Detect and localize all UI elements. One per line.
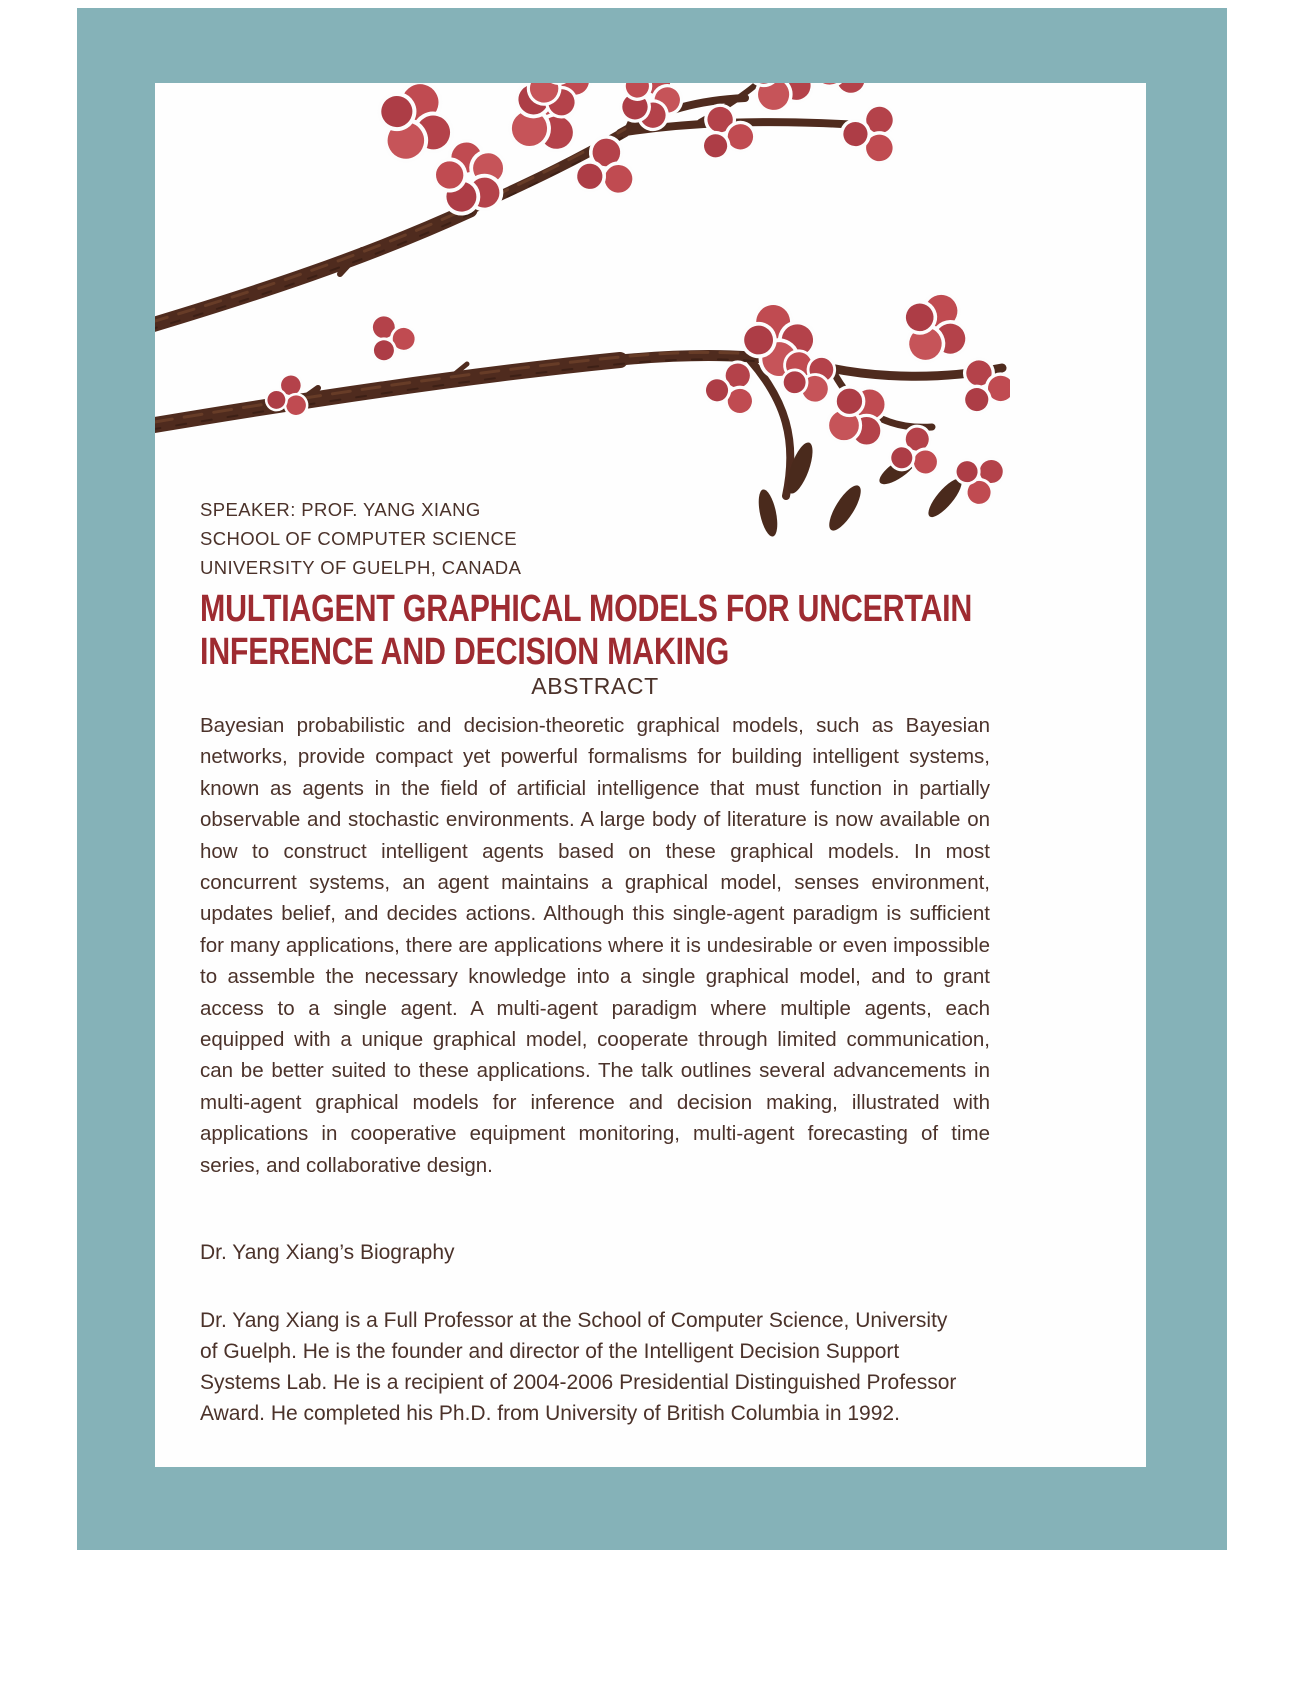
- speaker-university-line: UNIVERSITY OF GUELPH, CANADA: [200, 557, 522, 578]
- biography-paragraph: Dr. Yang Xiang is a Full Professor at the School of Computer Science, University of Guelph. He is the founder and director of the Intelligent Decision Support Systems Lab. He is a recipient of 2004-2006 Presidential Distinguished Professor Award. He completed his Ph.D. from University of British Columbia in 1992.: [200, 1309, 957, 1425]
- talk-title-line-1: MULTIAGENT GRAPHICAL MODELS FOR UNCERTAIN: [200, 588, 973, 630]
- cherry-blossom-illustration: [155, 83, 1010, 548]
- talk-title-line-2: INFERENCE AND DECISION MAKING: [200, 631, 730, 673]
- talk-title: [200, 588, 972, 674]
- abstract-paragraph: Bayesian probabilistic and decision-theoretic graphical models, such as Bayesian networks, provide compact yet powerful formalisms for building intelligent systems, known as agents in the field of artificial intelligence that must function in partially observable and stochastic environments. A large body of literature is now available on how to construct intelligent agents based on these graphical models. In most concurrent systems, an agent maintains a graphical model, senses environment, updates belief, and decides actions. Although this single-agent paradigm is sufficient for many applications, there are applications where it is undesirable or even impossible to assemble the necessary knowledge into a single graphical model, and to grant access to a single agent. A multi-agent paradigm where multiple agents, each equipped with a unique graphical model, cooperate through limited communication, can be better suited to these applications. The talk outlines several advancements in multi-agent graphical models for inference and decision making, illustrated with applications in cooperative equipment monitoring, multi-agent forecasting of time series, and collaborative design.: [200, 714, 990, 1177]
- flyer-page: [155, 83, 1146, 1467]
- speaker-block: [200, 495, 521, 582]
- biography-heading: Dr. Yang Xiang’s Biography: [200, 1241, 455, 1264]
- speaker-line: SPEAKER: PROF. YANG XIANG: [200, 499, 481, 520]
- abstract-heading: ABSTRACT: [531, 673, 659, 699]
- speaker-affiliation-line: SCHOOL OF COMPUTER SCIENCE: [200, 528, 518, 549]
